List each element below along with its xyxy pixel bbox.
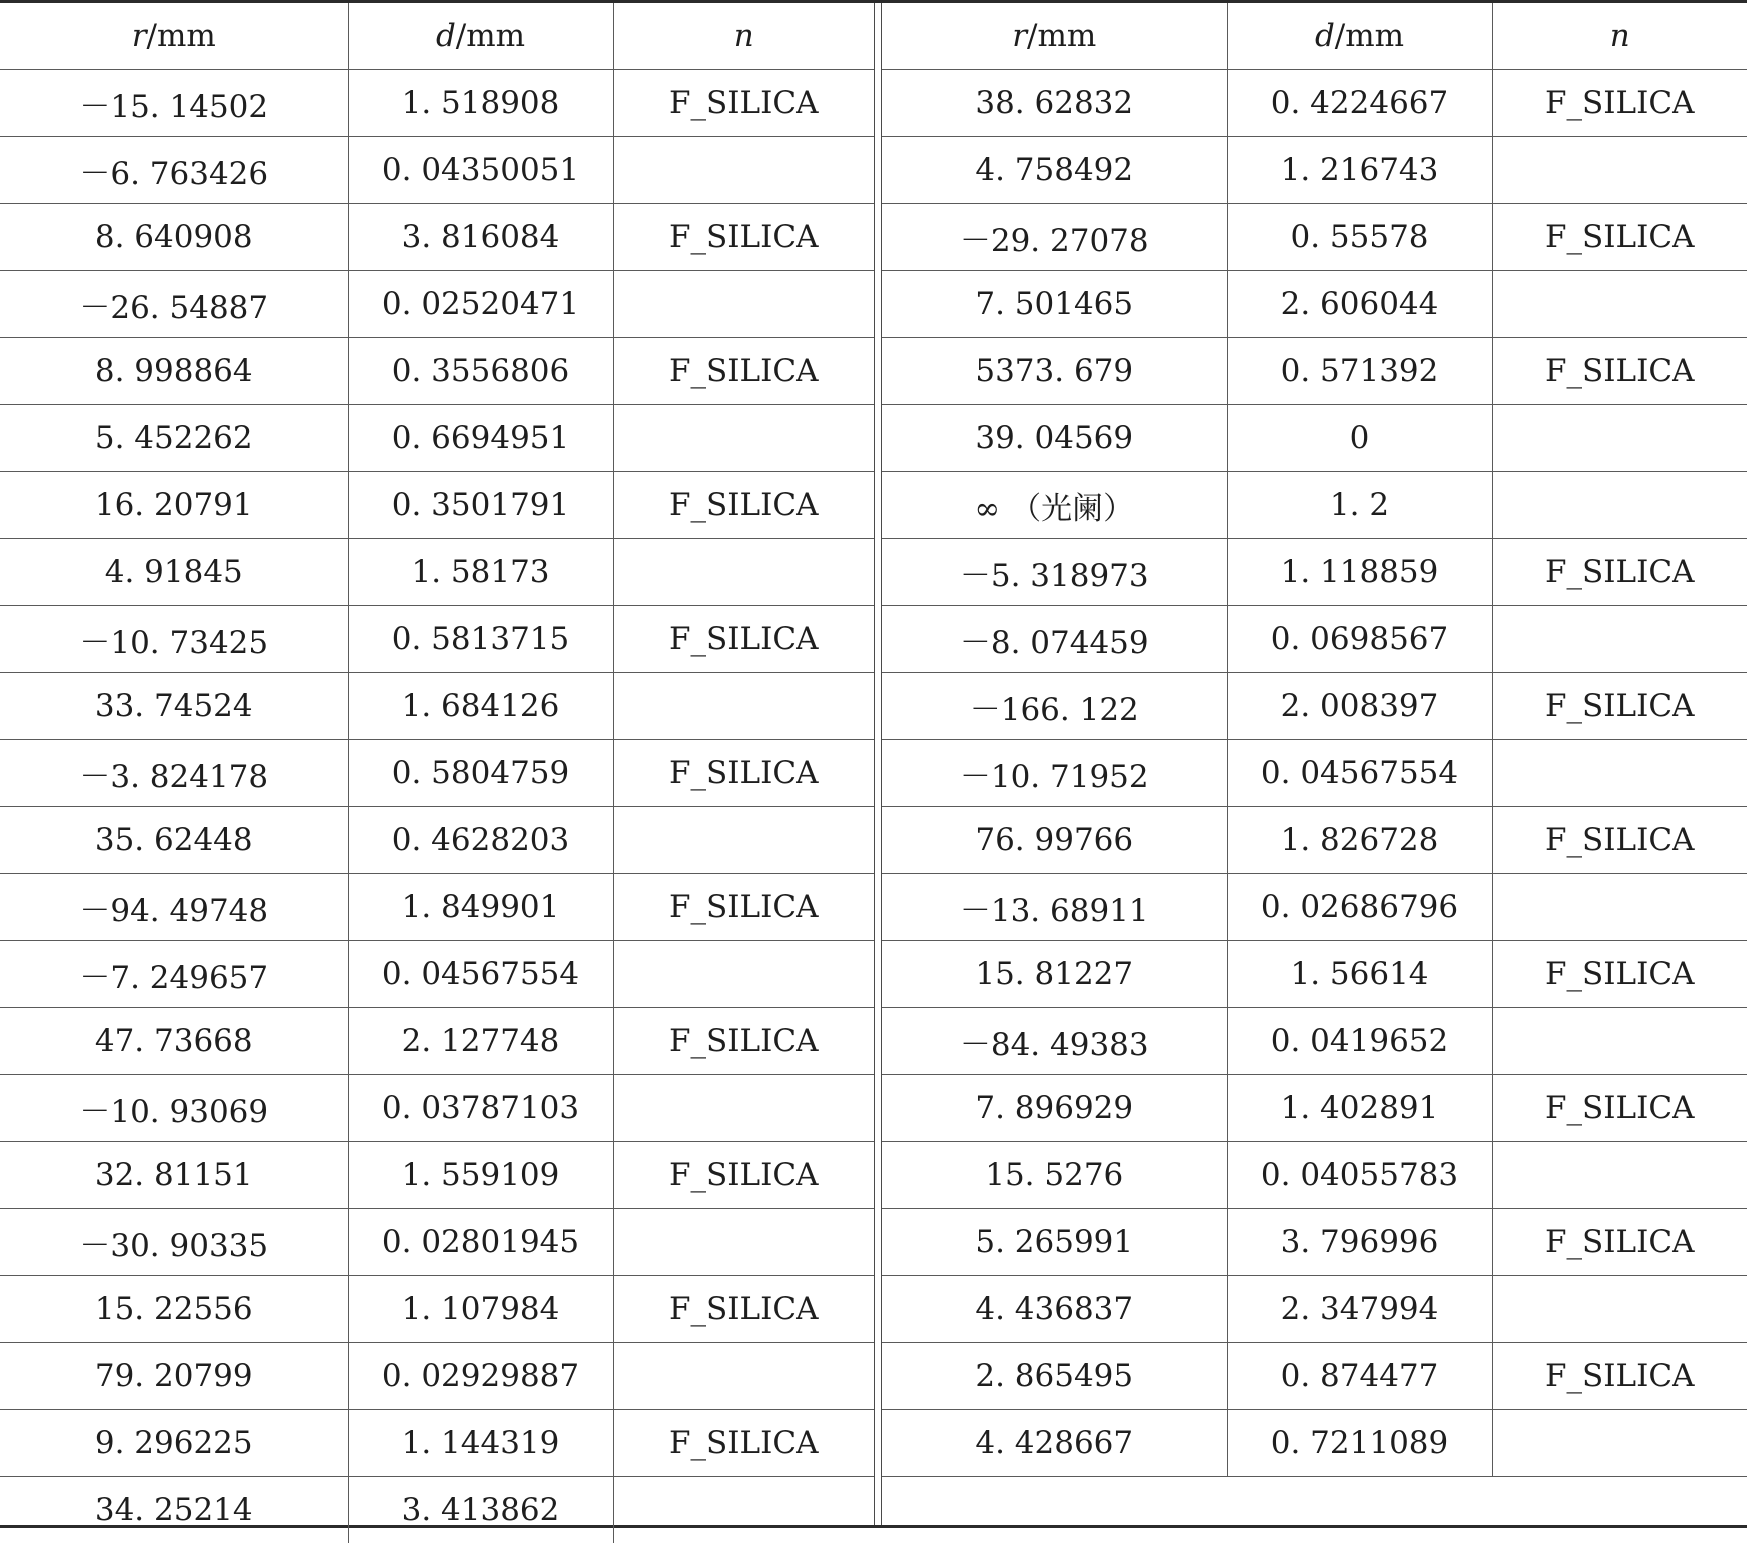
thickness-cell: 0. 571392 bbox=[1227, 338, 1492, 405]
radius-cell: －10. 93069 bbox=[0, 1075, 348, 1142]
material-cell: F_SILICA bbox=[1492, 1075, 1747, 1142]
thickness-cell: 0. 4628203 bbox=[348, 807, 613, 874]
material-cell: F_SILICA bbox=[1492, 673, 1747, 740]
thickness-cell: 1. 107984 bbox=[348, 1276, 613, 1343]
radius-cell: 9. 296225 bbox=[0, 1410, 348, 1477]
table-row bbox=[882, 1276, 1747, 1343]
thickness-cell: 0. 3501791 bbox=[348, 472, 613, 539]
thickness-cell: 0 bbox=[1227, 405, 1492, 472]
radius-cell: 4. 758492 bbox=[882, 137, 1227, 204]
table-row bbox=[882, 137, 1747, 204]
radius-cell: 15. 5276 bbox=[882, 1142, 1227, 1209]
radius-cell: －13. 68911 bbox=[882, 874, 1227, 941]
radius-cell: 7. 501465 bbox=[882, 271, 1227, 338]
table-row bbox=[0, 204, 874, 271]
material-cell bbox=[613, 539, 874, 606]
table-row bbox=[882, 1075, 1747, 1142]
header-n: n bbox=[613, 3, 874, 70]
thickness-cell: 0. 02520471 bbox=[348, 271, 613, 338]
thickness-cell: 0. 04567554 bbox=[1227, 740, 1492, 807]
header-d: d/mm bbox=[1227, 3, 1492, 70]
thickness-cell: 0. 5813715 bbox=[348, 606, 613, 673]
table-row bbox=[882, 740, 1747, 807]
header-r: r/mm bbox=[882, 3, 1227, 70]
thickness-cell: 1. 56614 bbox=[1227, 941, 1492, 1008]
table-row bbox=[0, 1276, 874, 1343]
material-cell: F_SILICA bbox=[613, 70, 874, 137]
radius-cell: －5. 318973 bbox=[882, 539, 1227, 606]
table-row bbox=[882, 1343, 1747, 1410]
material-cell bbox=[1492, 1410, 1747, 1477]
material-cell bbox=[613, 137, 874, 204]
thickness-cell: 1. 58173 bbox=[348, 539, 613, 606]
header-n: n bbox=[1492, 3, 1747, 70]
radius-cell: 15. 81227 bbox=[882, 941, 1227, 1008]
thickness-cell: 0. 5804759 bbox=[348, 740, 613, 807]
material-cell bbox=[1492, 137, 1747, 204]
table-row bbox=[882, 606, 1747, 673]
material-cell bbox=[613, 1477, 874, 1543]
header-row bbox=[0, 3, 874, 70]
material-cell bbox=[1492, 1276, 1747, 1343]
radius-cell: ∞ （光阑） bbox=[882, 472, 1227, 539]
empty-cell bbox=[882, 1477, 1227, 1543]
table-row bbox=[882, 70, 1747, 137]
material-cell: F_SILICA bbox=[613, 1276, 874, 1343]
radius-cell: －3. 824178 bbox=[0, 740, 348, 807]
thickness-cell: 0. 6694951 bbox=[348, 405, 613, 472]
table-row bbox=[882, 271, 1747, 338]
table-row bbox=[0, 539, 874, 606]
radius-cell: 8. 640908 bbox=[0, 204, 348, 271]
table-row bbox=[0, 271, 874, 338]
radius-cell: 2. 865495 bbox=[882, 1343, 1227, 1410]
radius-cell: 79. 20799 bbox=[0, 1343, 348, 1410]
radius-cell: 15. 22556 bbox=[0, 1276, 348, 1343]
table-row bbox=[0, 1008, 874, 1075]
radius-cell: －10. 73425 bbox=[0, 606, 348, 673]
material-cell: F_SILICA bbox=[1492, 204, 1747, 271]
radius-cell: －26. 54887 bbox=[0, 271, 348, 338]
thickness-cell: 3. 796996 bbox=[1227, 1209, 1492, 1276]
material-cell: F_SILICA bbox=[1492, 539, 1747, 606]
material-cell bbox=[613, 941, 874, 1008]
thickness-cell: 0. 55578 bbox=[1227, 204, 1492, 271]
thickness-cell: 0. 7211089 bbox=[1227, 1410, 1492, 1477]
thickness-cell: 0. 3556806 bbox=[348, 338, 613, 405]
material-cell: F_SILICA bbox=[613, 874, 874, 941]
thickness-cell: 1. 518908 bbox=[348, 70, 613, 137]
material-cell: F_SILICA bbox=[1492, 1209, 1747, 1276]
thickness-cell: 0. 02929887 bbox=[348, 1343, 613, 1410]
material-cell bbox=[613, 271, 874, 338]
table-row bbox=[882, 1209, 1747, 1276]
material-cell: F_SILICA bbox=[613, 740, 874, 807]
table-row bbox=[0, 137, 874, 204]
material-cell: F_SILICA bbox=[613, 606, 874, 673]
table-row bbox=[882, 874, 1747, 941]
material-cell: F_SILICA bbox=[1492, 941, 1747, 1008]
radius-cell: 4. 91845 bbox=[0, 539, 348, 606]
thickness-cell: 1. 559109 bbox=[348, 1142, 613, 1209]
material-cell: F_SILICA bbox=[613, 1142, 874, 1209]
thickness-cell: 3. 413862 bbox=[348, 1477, 613, 1543]
material-cell bbox=[1492, 874, 1747, 941]
material-cell: F_SILICA bbox=[613, 204, 874, 271]
radius-cell: －29. 27078 bbox=[882, 204, 1227, 271]
radius-cell: 4. 428667 bbox=[882, 1410, 1227, 1477]
thickness-cell: 0. 0419652 bbox=[1227, 1008, 1492, 1075]
table-row bbox=[0, 807, 874, 874]
table-row bbox=[0, 338, 874, 405]
radius-cell: 5. 452262 bbox=[0, 405, 348, 472]
material-cell bbox=[613, 1343, 874, 1410]
table-row bbox=[882, 941, 1747, 1008]
table-row bbox=[0, 1410, 874, 1477]
radius-cell: 8. 998864 bbox=[0, 338, 348, 405]
table-row bbox=[0, 1343, 874, 1410]
table-row bbox=[882, 204, 1747, 271]
radius-cell: －10. 71952 bbox=[882, 740, 1227, 807]
table-row bbox=[0, 70, 874, 137]
material-cell: F_SILICA bbox=[613, 472, 874, 539]
material-cell: F_SILICA bbox=[1492, 807, 1747, 874]
thickness-cell: 0. 04567554 bbox=[348, 941, 613, 1008]
table-row bbox=[882, 539, 1747, 606]
header-r: r/mm bbox=[0, 3, 348, 70]
material-cell bbox=[1492, 405, 1747, 472]
thickness-cell: 1. 118859 bbox=[1227, 539, 1492, 606]
material-cell bbox=[1492, 472, 1747, 539]
table-row bbox=[0, 1142, 874, 1209]
material-cell bbox=[1492, 1142, 1747, 1209]
empty-cell bbox=[1227, 1477, 1492, 1543]
radius-cell: 76. 99766 bbox=[882, 807, 1227, 874]
radius-cell: 7. 896929 bbox=[882, 1075, 1227, 1142]
radius-cell: －30. 90335 bbox=[0, 1209, 348, 1276]
thickness-cell: 0. 04055783 bbox=[1227, 1142, 1492, 1209]
radius-cell: 38. 62832 bbox=[882, 70, 1227, 137]
radius-cell: 35. 62448 bbox=[0, 807, 348, 874]
radius-cell: 16. 20791 bbox=[0, 472, 348, 539]
material-cell: F_SILICA bbox=[1492, 338, 1747, 405]
lens-table-left bbox=[0, 3, 874, 1543]
radius-cell: 5373. 679 bbox=[882, 338, 1227, 405]
radius-cell: 47. 73668 bbox=[0, 1008, 348, 1075]
material-cell bbox=[1492, 271, 1747, 338]
double-column-separator bbox=[874, 3, 882, 1525]
table-row bbox=[882, 1410, 1747, 1477]
material-cell bbox=[613, 1209, 874, 1276]
thickness-cell: 1. 849901 bbox=[348, 874, 613, 941]
material-cell: F_SILICA bbox=[613, 338, 874, 405]
table-row bbox=[0, 874, 874, 941]
material-cell bbox=[1492, 1008, 1747, 1075]
table-row bbox=[882, 807, 1747, 874]
radius-cell: 4. 436837 bbox=[882, 1276, 1227, 1343]
radius-cell: 34. 25214 bbox=[0, 1477, 348, 1543]
material-cell bbox=[613, 807, 874, 874]
table-row bbox=[0, 606, 874, 673]
material-cell: F_SILICA bbox=[613, 1008, 874, 1075]
radius-cell: 32. 81151 bbox=[0, 1142, 348, 1209]
thickness-cell: 2. 008397 bbox=[1227, 673, 1492, 740]
table-row bbox=[0, 941, 874, 1008]
table-row bbox=[882, 1477, 1747, 1543]
table-row bbox=[882, 472, 1747, 539]
thickness-cell: 1. 2 bbox=[1227, 472, 1492, 539]
radius-cell: －15. 14502 bbox=[0, 70, 348, 137]
thickness-cell: 2. 347994 bbox=[1227, 1276, 1492, 1343]
table-row bbox=[882, 1142, 1747, 1209]
thickness-cell: 0. 03787103 bbox=[348, 1075, 613, 1142]
material-cell: F_SILICA bbox=[613, 1410, 874, 1477]
thickness-cell: 0. 0698567 bbox=[1227, 606, 1492, 673]
table-row bbox=[0, 405, 874, 472]
material-cell: F_SILICA bbox=[1492, 70, 1747, 137]
thickness-cell: 0. 874477 bbox=[1227, 1343, 1492, 1410]
radius-cell: 5. 265991 bbox=[882, 1209, 1227, 1276]
material-cell bbox=[1492, 606, 1747, 673]
header-d: d/mm bbox=[348, 3, 613, 70]
radius-cell: －7. 249657 bbox=[0, 941, 348, 1008]
table-row bbox=[0, 472, 874, 539]
thickness-cell: 1. 216743 bbox=[1227, 137, 1492, 204]
thickness-cell: 0. 02801945 bbox=[348, 1209, 613, 1276]
material-cell: F_SILICA bbox=[1492, 1343, 1747, 1410]
radius-cell: －94. 49748 bbox=[0, 874, 348, 941]
radius-cell: －84. 49383 bbox=[882, 1008, 1227, 1075]
empty-cell bbox=[1492, 1477, 1747, 1543]
table-row bbox=[882, 673, 1747, 740]
table-row bbox=[882, 405, 1747, 472]
thickness-cell: 0. 02686796 bbox=[1227, 874, 1492, 941]
material-cell bbox=[613, 673, 874, 740]
thickness-cell: 0. 4224667 bbox=[1227, 70, 1492, 137]
radius-cell: 39. 04569 bbox=[882, 405, 1227, 472]
thickness-cell: 2. 606044 bbox=[1227, 271, 1492, 338]
table-row bbox=[882, 1008, 1747, 1075]
thickness-cell: 1. 684126 bbox=[348, 673, 613, 740]
thickness-cell: 3. 816084 bbox=[348, 204, 613, 271]
table-row bbox=[0, 1209, 874, 1276]
radius-cell: 33. 74524 bbox=[0, 673, 348, 740]
radius-cell: －166. 122 bbox=[882, 673, 1227, 740]
table-row bbox=[0, 740, 874, 807]
header-row bbox=[882, 3, 1747, 70]
thickness-cell: 2. 127748 bbox=[348, 1008, 613, 1075]
table-row bbox=[0, 1075, 874, 1142]
thickness-cell: 0. 04350051 bbox=[348, 137, 613, 204]
material-cell bbox=[1492, 740, 1747, 807]
table-row bbox=[0, 1477, 874, 1543]
table-row bbox=[0, 673, 874, 740]
material-cell bbox=[613, 1075, 874, 1142]
thickness-cell: 1. 826728 bbox=[1227, 807, 1492, 874]
material-cell bbox=[613, 405, 874, 472]
radius-cell: －8. 074459 bbox=[882, 606, 1227, 673]
thickness-cell: 1. 144319 bbox=[348, 1410, 613, 1477]
radius-cell: －6. 763426 bbox=[0, 137, 348, 204]
lens-table-right bbox=[882, 3, 1747, 1543]
table-row bbox=[882, 338, 1747, 405]
thickness-cell: 1. 402891 bbox=[1227, 1075, 1492, 1142]
